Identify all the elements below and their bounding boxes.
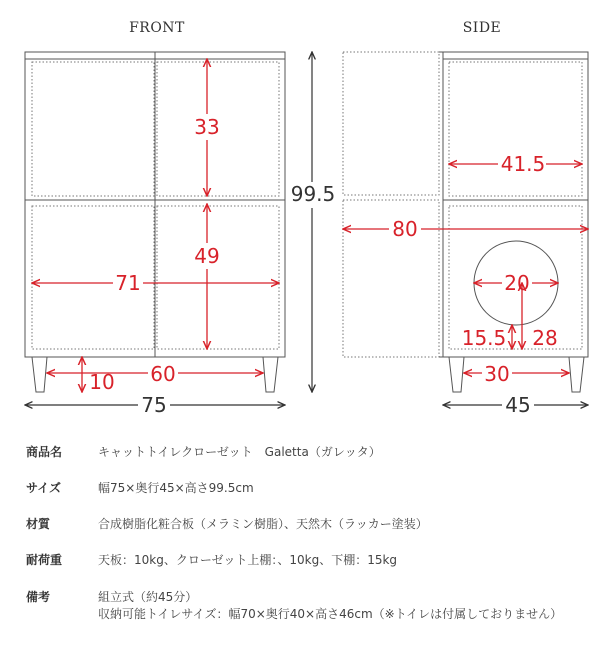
lower-shelf-dim-label: 49 bbox=[194, 244, 220, 268]
side-left-leg bbox=[449, 357, 464, 392]
front-upper-left-panel bbox=[32, 62, 154, 196]
spec-value bbox=[98, 552, 397, 569]
side-open-door-top bbox=[343, 52, 439, 195]
side-right-leg bbox=[569, 357, 584, 392]
total-width-dim-label: 75 bbox=[141, 393, 167, 417]
spec-value bbox=[98, 589, 562, 623]
front-right-leg bbox=[263, 357, 278, 392]
total-depth-dim-label: 45 bbox=[505, 393, 531, 417]
spec-value-line: 幅75×奥行45×高さ99.5cm bbox=[98, 481, 254, 495]
upper-depth-dim-label: 41.5 bbox=[500, 152, 546, 176]
hole-diameter-dim-label: 20 bbox=[504, 271, 530, 295]
upper-shelf-dim-label: 33 bbox=[194, 115, 220, 139]
spec-value-line: 収納可能トイレサイズ：幅70×奥行40×高さ46cm（※トイレは付属しておりません） bbox=[98, 607, 563, 621]
hole-bottom-offset-dim-label: 15.5 bbox=[461, 326, 507, 350]
spec-label: サイズ bbox=[26, 481, 62, 495]
front-left-leg bbox=[32, 357, 47, 392]
spec-label: 耐荷重 bbox=[26, 553, 63, 567]
side-view-title: SIDE bbox=[462, 20, 502, 36]
spec-value-line: キャットトイレクローゼット Galetta（ガレッタ） bbox=[98, 445, 381, 459]
total-height-dim-label: 99.5 bbox=[290, 182, 336, 206]
lower-depth-dim-label: 80 bbox=[392, 217, 418, 241]
spec-value bbox=[98, 516, 428, 533]
side-cabinet-body bbox=[443, 52, 588, 357]
spec-label: 備考 bbox=[26, 590, 51, 604]
spec-value bbox=[98, 444, 381, 461]
spec-value-line: 合成樹脂化粧合板（メラミン樹脂）、天然木（ラッカー塗装） bbox=[98, 517, 428, 531]
spec-label: 材質 bbox=[26, 517, 51, 531]
spec-value bbox=[98, 480, 254, 497]
interior-width-dim-label: 71 bbox=[115, 271, 141, 295]
front-lower-right-panel bbox=[157, 206, 279, 349]
front-view-title: FRONT bbox=[129, 20, 185, 36]
door-opening-dim-label: 60 bbox=[150, 362, 176, 386]
side-opening-dim-label: 30 bbox=[484, 362, 510, 386]
spec-value-line: 組立式（約45分） bbox=[98, 590, 198, 604]
spec-label: 商品名 bbox=[26, 445, 63, 459]
leg-height-dim-label: 10 bbox=[89, 370, 115, 394]
front-view bbox=[25, 52, 285, 392]
spec-value-line: 天板：10kg、クローゼット上棚：、10kg、下棚：15kg bbox=[98, 553, 398, 567]
hole-center-offset-dim-label: 28 bbox=[532, 326, 558, 350]
